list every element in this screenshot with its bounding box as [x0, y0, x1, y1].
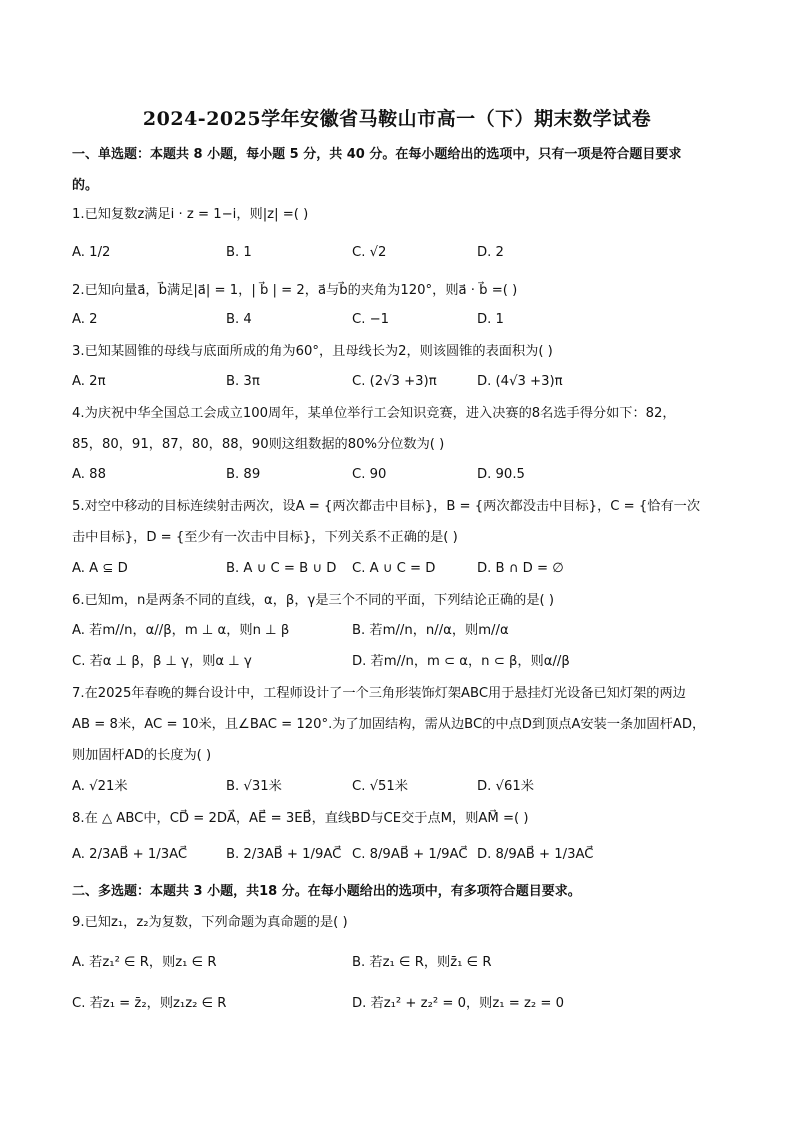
question-7-stem-line-3: 则加固杆AD的长度为( )	[72, 748, 212, 763]
question-7-option-d: D. √61米	[477, 779, 534, 794]
question-5-option-d: D. B ∩ D = ∅	[477, 561, 564, 576]
question-7-option-b: B. √31米	[226, 779, 282, 794]
question-4-option-b: B. 89	[226, 467, 261, 482]
question-4-option-d: D. 90.5	[477, 467, 525, 482]
question-5-option-c: C. A ∪ C = D	[352, 561, 436, 576]
question-4-option-c: C. 90	[352, 467, 387, 482]
question-5-stem-line-2: 击中目标}，D = {至少有一次击中目标}，下列关系不正确的是( )	[72, 530, 458, 545]
question-4-stem-line-1: 4.为庆祝中华全国总工会成立100周年，某单位举行工会知识竞赛，进入决赛的8名选手得分如下：82，	[72, 406, 676, 421]
question-7-option-c: C. √51米	[352, 779, 408, 794]
question-3-option-d: D. (4√3 +3)π	[477, 374, 563, 389]
question-3-option-c: C. (2√3 +3)π	[352, 374, 437, 389]
question-3-stem: 3.已知某圆锥的母线与底面所成的角为60°，且母线长为2，则该圆锥的表面积为( )	[72, 344, 553, 359]
question-8-option-d: D. 8/9AB⃗ + 1/3AC⃗	[477, 847, 594, 862]
question-9-option-a: A. 若z₁² ∈ R，则z₁ ∈ R	[72, 955, 217, 970]
question-5-option-a: A. A ⊆ D	[72, 561, 128, 576]
section-1-header: 一、单选题：本题共 8 小题，每小题 5 分，共 40 分。在每小题给出的选项中，只有一项是符合题目要求	[72, 147, 682, 162]
question-9-option-c: C. 若z₁ = z̄₂，则z₁z₂ ∈ R	[72, 996, 227, 1011]
question-6-stem: 6.已知m，n是两条不同的直线，α，β，γ是三个不同的平面，下列结论正确的是( )	[72, 593, 554, 608]
question-6-option-a: A. 若m//n，α//β，m ⊥ α，则n ⊥ β	[72, 623, 290, 638]
question-6-option-b: B. 若m//n，n//α，则m//α	[352, 623, 509, 638]
question-9-option-d: D. 若z₁² + z₂² = 0，则z₁ = z₂ = 0	[352, 996, 565, 1011]
question-2-option-d: D. 1	[477, 312, 504, 327]
question-2-option-b: B. 4	[226, 312, 252, 327]
question-1-option-b: B. 1	[226, 245, 252, 260]
question-5-option-b: B. A ∪ C = B ∪ D	[226, 561, 337, 576]
question-1-option-c: C. √2	[352, 245, 387, 260]
question-9-stem: 9.已知z₁，z₂为复数，下列命题为真命题的是( )	[72, 915, 348, 930]
question-6-option-d: D. 若m//n，m ⊂ α，n ⊂ β，则α//β	[352, 654, 570, 669]
question-1-stem: 1.已知复数z满足i · z = 1−i，则|z| =( )	[72, 207, 309, 222]
question-8-option-b: B. 2/3AB⃗ + 1/9AC⃗	[226, 847, 342, 862]
question-7-option-a: A. √21米	[72, 779, 128, 794]
section-2-header: 二、多选题：本题共 3 小题，共18 分。在每小题给出的选项中，有多项符合题目要求。	[72, 884, 581, 899]
question-6-option-c: C. 若α ⊥ β，β ⊥ γ，则α ⊥ γ	[72, 654, 252, 669]
question-8-option-c: C. 8/9AB⃗ + 1/9AC⃗	[352, 847, 468, 862]
question-2-option-c: C. −1	[352, 312, 390, 327]
question-2-stem: 2.已知向量a⃗，b⃗满足|a⃗| = 1，| b⃗ | = 2，a⃗与b⃗的夹角为120°，则a⃗ · b⃗ =( )	[72, 283, 518, 298]
question-8-stem: 8.在 △ ABC中，CD⃗ = 2DA⃗，AE⃗ = 3EB⃗，直线BD与CE交于点M，则AM⃗ =( )	[72, 811, 529, 826]
question-3-option-a: A. 2π	[72, 374, 106, 389]
question-7-stem-line-1: 7.在2025年春晚的舞台设计中，工程师设计了一个三角形装饰灯架ABC用于悬挂灯光设备已知灯架的两边	[72, 686, 686, 701]
page-title: 2024-2025学年安徽省马鞍山市高一（下）期末数学试卷	[142, 108, 652, 130]
question-4-stem-line-2: 85，80，91，87，80，88，90则这组数据的80%分位数为( )	[72, 437, 445, 452]
question-9-option-b: B. 若z₁ ∈ R，则z̄₁ ∈ R	[352, 955, 492, 970]
question-7-stem-line-2: AB = 8米，AC = 10米，且∠BAC = 120°.为了加固结构，需从边BC的中点D到顶点A安装一条加固杆AD，	[72, 717, 706, 732]
question-4-option-a: A. 88	[72, 467, 106, 482]
question-1-option-a: A. 1/2	[72, 245, 111, 260]
question-5-stem-line-1: 5.对空中移动的目标连续射击两次，设A = {两次都击中目标}，B = {两次都没击中目标}，C = {恰有一次	[72, 499, 701, 514]
question-2-option-a: A. 2	[72, 312, 98, 327]
question-8-option-a: A. 2/3AB⃗ + 1/3AC⃗	[72, 847, 188, 862]
question-3-option-b: B. 3π	[226, 374, 260, 389]
question-1-option-d: D. 2	[477, 245, 504, 260]
section-1-header-cont: 的。	[72, 178, 99, 193]
